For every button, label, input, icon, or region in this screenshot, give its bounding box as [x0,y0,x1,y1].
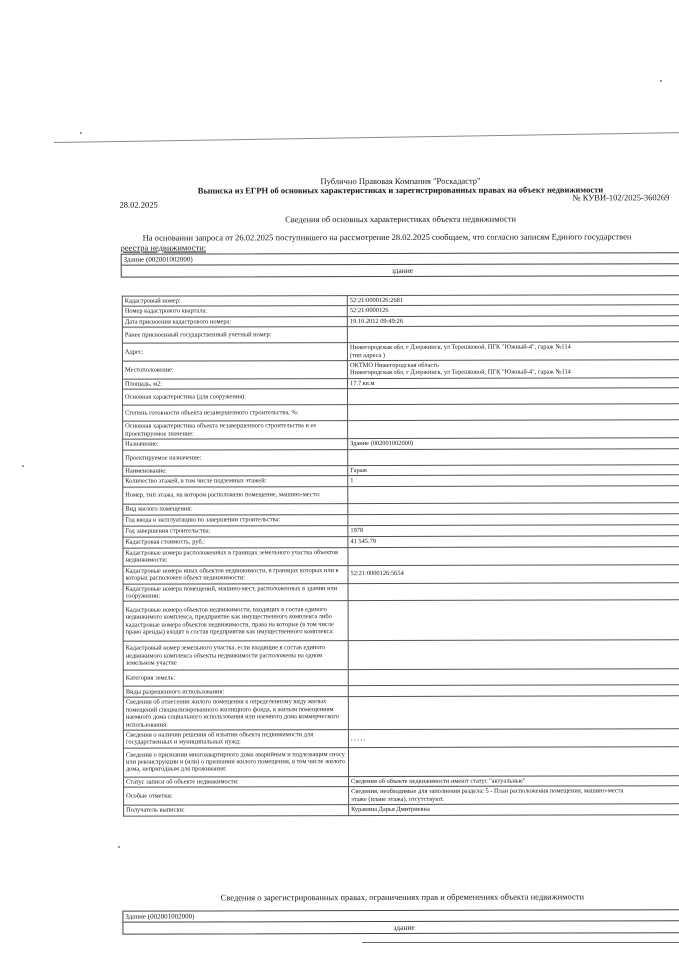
characteristic-value [347,326,679,343]
characteristic-label: Степень готовности объекта незавершенного строительства, %: [123,405,348,422]
scan-speck [118,846,120,848]
section-title-rights: Сведения о зарегистрированных правах, ограничениях прав и обременениях объекта недвижимости [220,891,585,903]
characteristic-label: Сведения о наличии решения об изъятии объекта недвижимости для государственных и муниципальных нужд: [123,730,348,748]
characteristic-label: Особые отметки: [124,787,349,805]
characteristics-row [123,696,679,730]
rights-object-type-box [122,909,679,935]
characteristic-label: Кадастровые номера помещений, машино-мест, расположенных в здании или сооружении: [123,583,348,601]
characteristic-label: Наименование: [123,466,348,477]
object-kind: здание [391,265,414,275]
characteristic-label: Кадастровые номера иных объектов недвижимости, в границах которых или в которых расположен объект недвижимости: [123,565,348,583]
characteristic-value [348,513,679,525]
characteristic-label: Основная характеристика объекта незавершенного строительства и ее проектируемое значение: [123,421,348,439]
characteristics-row [123,485,679,504]
characteristic-value [348,669,679,686]
characteristics-row [123,546,679,565]
characteristic-label: Основная характеристика (для сооружения): [123,389,348,406]
characteristics-row [122,326,679,344]
characteristic-value [348,546,679,565]
organization-name: Публично Правовая Компания "Роскадастр" [320,175,481,187]
characteristics-row [124,804,679,817]
characteristics-row [123,640,679,671]
document-date: 28.02.2025 [119,199,158,210]
characteristic-label: Кадастровый номер: [122,296,347,307]
characteristic-value: 52:21:0000126:2681 [347,295,679,306]
characteristic-value: Сведения, необходимые для заполнения раздела: 5 - План расположения помещения, машино-места этаже (плане этажа), отсутствуют. [349,786,679,805]
characteristic-value: 52:21:0000126:5654 [348,564,679,583]
characteristic-label: Кадастровые номера объектов недвижимости, входящих в состав единого недвижимого комплекса, предприятие как имущественного комплекса либо кадастровые номера объектов недвижимости, права на которые (в том числе право аренды) входят в состав предприятия как имущественного комплекса: [123,601,348,642]
characteristic-value [348,420,679,439]
characteristic-label: Площадь, м2: [122,378,347,389]
characteristic-label: Виды разрешенного использования: [123,686,348,698]
characteristic-value [348,485,679,503]
characteristic-label: Назначение: [123,439,348,451]
characteristics-row [123,404,679,422]
characteristic-label: Год ввода в эксплуатацию по завершении строительства: [123,514,348,526]
characteristics-row [123,449,679,467]
scan-speck [660,80,662,82]
characteristics-row [122,360,679,379]
characteristic-value [348,640,679,670]
characteristic-value [348,582,679,601]
characteristic-label: Адрес: [122,343,347,361]
characteristic-value: Нижегородская обл, г Дзержинск, ул Терешковой, ПГК "Южный-4", гараж №114 (тип адреса ) [347,342,679,361]
characteristic-label: Номер кадастрового квартала: [122,306,347,317]
characteristic-label: Сведения об отнесении жилого помещения к определенному виду жилых помещений специализированного жилищного фонда, к жилым помещениям наемного дома социального использования или наемного дома коммерческого использования: [123,697,348,730]
characteristic-value: 17.7 кв.м [347,377,679,388]
characteristics-row [123,582,679,601]
characteristics-row [123,729,679,748]
characteristic-value: 19.10.2012 09:49:26 [347,315,679,326]
characteristic-label: Статус записи об объекте недвижимости: [124,776,349,787]
scan-speck [22,465,24,467]
characteristic-label: Номер, тип этажа, на котором расположено помещение, машино-место: [123,486,348,504]
characteristic-label: Проектируемое назначение: [123,450,348,467]
characteristic-value: , , , , , [348,729,679,748]
characteristic-value: 1 [348,475,679,486]
characteristic-label: Кадастровая стоимость, руб.: [123,536,348,548]
scan-speck [80,132,82,134]
footer-rule [362,942,679,943]
characteristic-value [348,685,679,697]
characteristic-label: Ранее присвоенный государственный учетный номер: [122,327,347,344]
characteristic-value: ОКТМО Нижегородская область Нижегородская обл, г Дзержинск, ул Терешковой, ПГК "Южный-4", гараж №114 [347,360,679,379]
characteristic-value [348,746,679,776]
characteristic-label: Кадастровый номер земельного участка, если входящие в состав единого недвижимого комплекса объекты недвижимости расположены на одном земельном участке [123,641,348,671]
characteristics-row [123,388,679,406]
characteristic-label: Дата присвоения кадастрового номера: [122,316,347,327]
intro-line-1: На основании запроса от 26.02.2025 поступившего на рассмотрение 28.02.2025 сообщаем, что согласно записям Единого государствен [142,231,632,243]
characteristic-value [348,696,679,730]
characteristic-value: 52:21:0000126 [347,305,679,316]
intro-line-2: реестра недвижимости: [120,242,207,253]
object-type-box [121,252,679,278]
scan-artifact-line [54,132,679,143]
characteristic-label: Местоположение: [122,361,347,379]
rights-object-type: Здание (002001002000) [123,910,679,923]
characteristics-row [123,669,679,687]
characteristic-label: Категория земель: [123,670,348,687]
characteristic-value: Сведения об объекте недвижимости имеют статус "актуальные" [349,775,679,786]
characteristic-value [348,449,679,466]
characteristics-table [122,294,679,817]
characteristics-row [124,786,679,805]
characteristics-row [123,746,679,777]
characteristic-value [348,600,679,641]
document-number: № КУВИ-102/2025-360269 [572,192,670,203]
characteristics-row [123,564,679,583]
characteristic-value [348,404,679,421]
characteristics-row [123,420,679,439]
characteristics-row [123,600,679,642]
characteristic-label: Количество этажей, в том числе подземных этажей: [123,476,348,487]
characteristic-value [348,388,679,405]
characteristic-value: 41 545.79 [348,535,679,547]
characteristic-label: Год завершения строительства: [123,525,348,537]
characteristics-row [122,342,679,361]
characteristic-value: Здание (002001002000) [348,438,679,450]
document-title: Выписка из ЕГРН об основных характеристиках и зарегистрированных правах на объект недвижимости [197,184,604,196]
characteristic-label: Сведения о признании многоквартирного дома аварийным и подлежащим сносу или реконструкции и (или) о признании жилого помещения, в том числе жилого дома, непригодным для проживания: [123,747,348,777]
characteristic-value [348,502,679,514]
intro-paragraph [121,231,679,253]
characteristic-value: Гараж [348,465,679,476]
characteristic-value: 1978 [348,524,679,536]
characteristic-label: Получатель выписки: [124,805,349,817]
object-type: Здание (002001002000) [122,253,679,266]
characteristic-label: Вид жилого помещения: [123,503,348,515]
characteristic-value: Куракина Дарья Дмитриевна [349,804,679,816]
characteristic-label: Кадастровые номера расположенных в границах земельного участка объектов недвижимости: [123,547,348,565]
rights-object-kind: здание [393,922,415,932]
section-title-characteristics: Сведения об основных характеристиках объекта недвижимости [285,213,517,225]
